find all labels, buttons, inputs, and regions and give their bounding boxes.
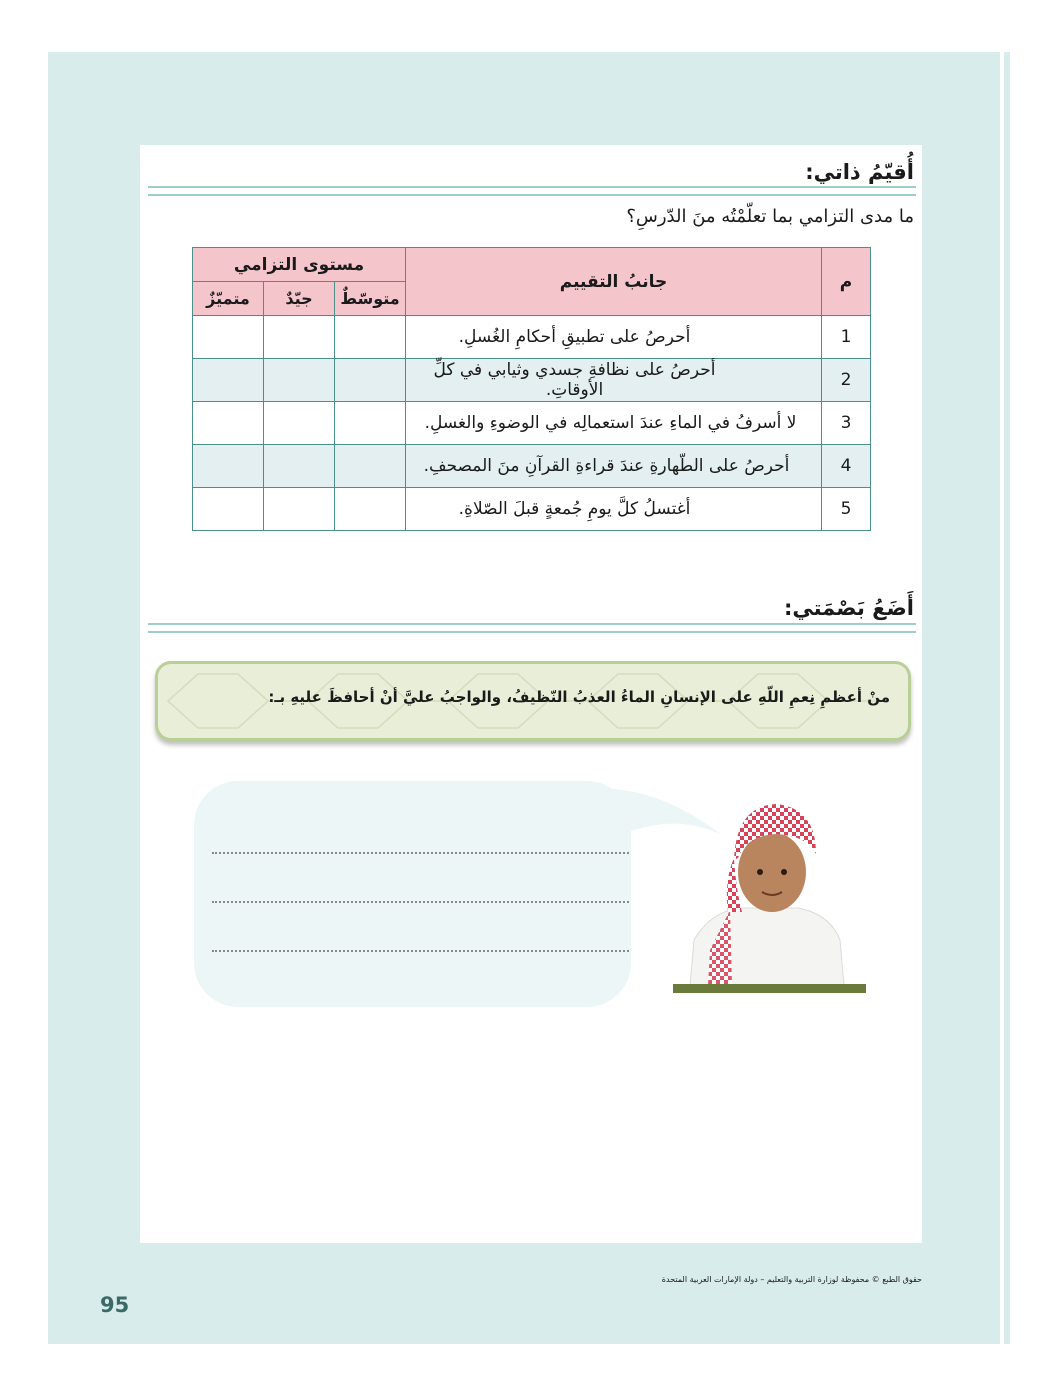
level-average-cell[interactable] — [335, 316, 406, 359]
page-number: 95 — [100, 1293, 130, 1317]
table-row — [193, 359, 871, 402]
prompt-banner — [155, 661, 911, 741]
level-excellent-cell[interactable] — [193, 402, 264, 445]
row-aspect: أحرصُ على نظافةِ جسدي وثيابي في كلِّ الأوقاتِ. — [406, 359, 822, 402]
row-number: 5 — [822, 488, 871, 531]
answer-line[interactable] — [212, 852, 629, 854]
row-aspect: لا أسرفُ في الماءِ عندَ استعمالِه في الوضوءِ والغسلِ. — [406, 402, 822, 445]
level-excellent-cell[interactable] — [193, 316, 264, 359]
row-number: 4 — [822, 445, 871, 488]
heading-divider — [148, 623, 916, 633]
answer-line[interactable] — [212, 950, 629, 952]
boy-illustration — [680, 800, 860, 986]
level-average-cell[interactable] — [335, 488, 406, 531]
col-aspect-header: جانبُ التقييم — [406, 248, 822, 316]
level-good-cell[interactable] — [264, 402, 335, 445]
my-mark-heading: أَضَعُ بَصْمَتي: — [783, 596, 914, 620]
col-level-header: مستوى التزامي — [193, 248, 406, 282]
heading-divider — [148, 186, 916, 196]
table-row — [193, 445, 871, 488]
level-good-cell[interactable] — [264, 488, 335, 531]
level-good-header: جيّدٌ — [264, 282, 335, 316]
level-average-cell[interactable] — [335, 359, 406, 402]
table-row — [193, 402, 871, 445]
row-aspect: أغتسلُ كلَّ يومِ جُمعةٍ قبلَ الصّلاةِ. — [406, 488, 822, 531]
level-excellent-cell[interactable] — [193, 488, 264, 531]
level-excellent-cell[interactable] — [193, 359, 264, 402]
level-average-cell[interactable] — [335, 402, 406, 445]
assessment-table — [192, 247, 871, 531]
row-number: 2 — [822, 359, 871, 402]
row-aspect: أحرصُ على الطّهارةِ عندَ قراءةِ القرآنِ منَ المصحفِ. — [406, 445, 822, 488]
level-average-cell[interactable] — [335, 445, 406, 488]
level-good-cell[interactable] — [264, 359, 335, 402]
level-average-header: متوسّطٌ — [335, 282, 406, 316]
banner-text: منْ أعظمِ نِعمِ اللّهِ على الإنسانِ الماءُ العذبُ النّظيفُ، والواجبُ عليَّ أنْ أحافظَ عليهِ بـ: — [268, 688, 890, 706]
level-excellent-cell[interactable] — [193, 445, 264, 488]
answer-line[interactable] — [212, 901, 629, 903]
copyright-footer: حقوق الطبع © محفوظة لوزارة التربية والتعليم – دولة الإمارات العربية المتحدة — [661, 1275, 922, 1284]
level-good-cell[interactable] — [264, 316, 335, 359]
level-excellent-header: متميّزٌ — [193, 282, 264, 316]
table-row — [193, 316, 871, 359]
table-row — [193, 488, 871, 531]
ground-line — [673, 984, 866, 993]
level-good-cell[interactable] — [264, 445, 335, 488]
col-number-header: م — [822, 248, 871, 316]
question-text: ما مدى التزامي بما تعلّمْتُه منَ الدّرسِ؟ — [626, 206, 914, 227]
row-aspect: أحرصُ على تطبيقِ أحكامِ الغُسلِ. — [406, 316, 822, 359]
self-assessment-heading: أُقيّمُ ذاتي: — [805, 160, 914, 184]
page-edge — [1004, 52, 1010, 1344]
speech-bubble — [194, 781, 631, 1007]
row-number: 3 — [822, 402, 871, 445]
row-number: 1 — [822, 316, 871, 359]
